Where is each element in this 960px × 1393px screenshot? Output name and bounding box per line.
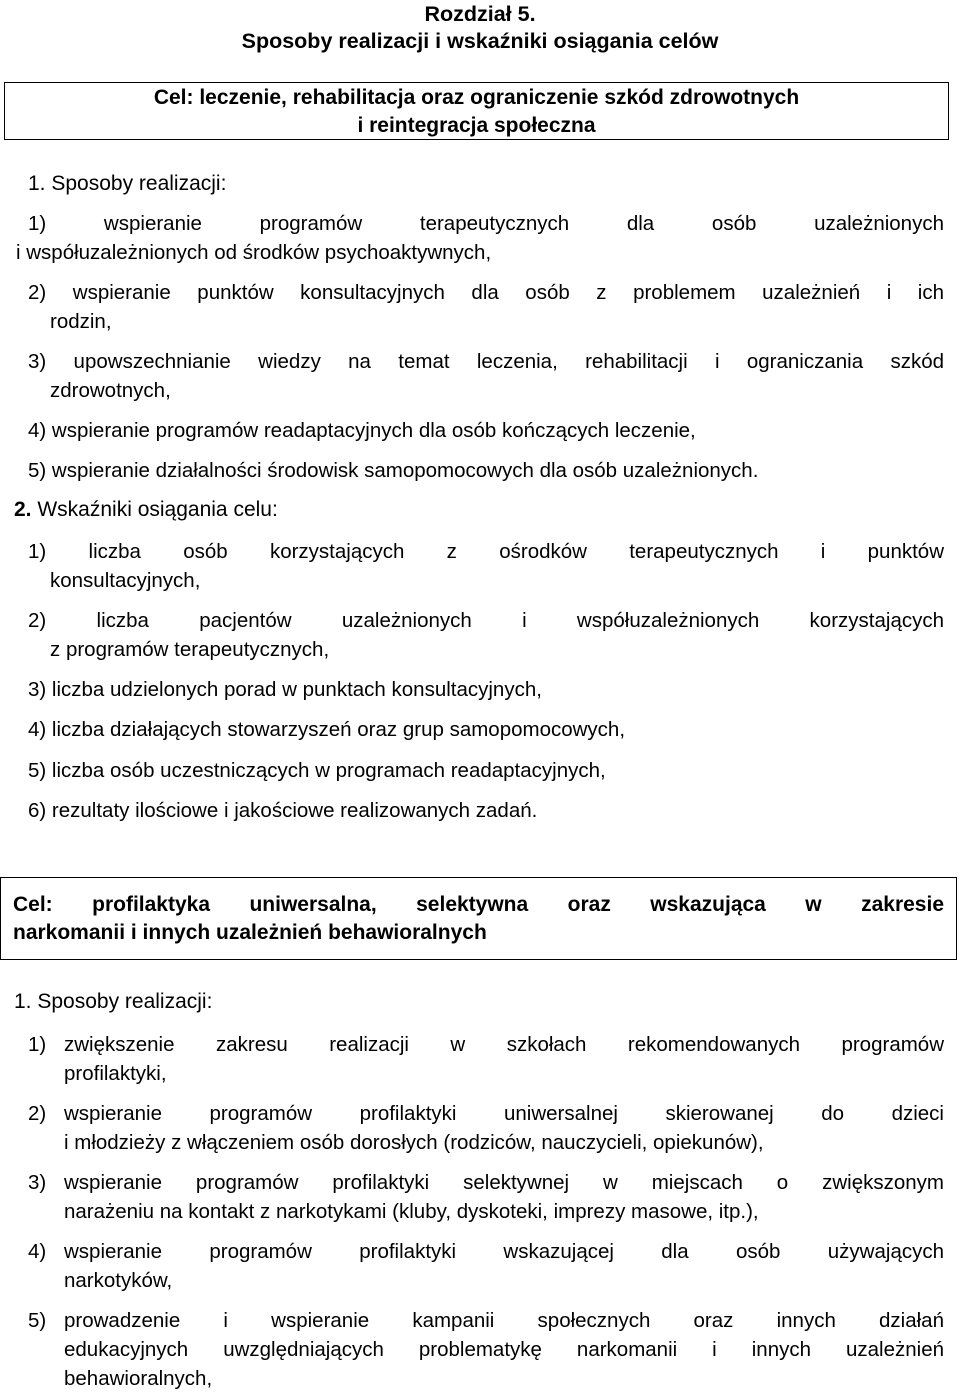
goal-1-indicator-item: [28, 796, 944, 825]
goal-1-indicators-heading: [14, 496, 278, 524]
item-line: konsultacyjnych,: [50, 569, 201, 592]
chapter-title: Sposoby realizacji i wskaźniki osiągania celów: [241, 29, 719, 53]
item-number: 4): [28, 1240, 47, 1263]
goal-1-indicator-item: [28, 756, 944, 785]
goal-2-title-line2: narkomanii i innych uzależnień behawioralnych: [13, 921, 487, 944]
item-line: 5) wspieranie działalności środowisk samopomocowych dla osób uzależnionych.: [28, 459, 759, 482]
goal-1-indicator-item: [28, 715, 944, 744]
item-text: wspieranie programów profilaktyki uniwersalnej skierowanej do dzieci: [64, 1102, 944, 1125]
item-text: zwiększenie zakresu realizacji w szkołach rekomendowanych programów: [64, 1033, 944, 1056]
item-line: edukacyjnych uwzględniających problematykę narkomanii i innych uzależnień: [64, 1338, 944, 1361]
item-line: 2) wspieranie punktów konsultacyjnych dla osób z problemem uzależnień i ich: [28, 281, 944, 304]
item-text: wspieranie programów profilaktyki selektywnej w miejscach o zwiększonym: [64, 1171, 944, 1194]
goal-1-indicator-item: [28, 537, 944, 595]
indicators-heading-text: Wskaźniki osiągania celu:: [37, 498, 278, 521]
goal-2-methods-heading: 1. Sposoby realizacji:: [14, 990, 213, 1013]
item-line: 3) liczba udzielonych porad w punktach konsultacyjnych,: [28, 678, 542, 701]
item-text: prowadzenie i wspieranie kampanii społecznych oraz innych działań: [64, 1309, 944, 1332]
goal-1-title-line1: Cel: leczenie, rehabilitacja oraz ograniczenie szkód zdrowotnych: [153, 86, 800, 109]
goal-1-method-item: [28, 456, 944, 485]
item-line: rodzin,: [50, 310, 112, 333]
goal-2-method-item: [28, 1030, 944, 1088]
goal-2-method-item: [28, 1099, 944, 1157]
goal-1-indicator-item: [28, 606, 944, 664]
item-line: 4) liczba działających stowarzyszeń oraz grup samopomocowych,: [28, 718, 626, 741]
goal-2-method-item: [28, 1237, 944, 1295]
goal-1-methods-heading: 1. Sposoby realizacji:: [28, 172, 227, 195]
item-line: [28, 1237, 944, 1266]
item-line: 1) liczba osób korzystających z ośrodków terapeutycznych i punktów: [28, 540, 944, 563]
goal-2-title-line1: Cel: profilaktyka uniwersalna, selektywna oraz wskazująca w zakresie: [13, 893, 944, 916]
goal-1-title-box: [4, 82, 949, 140]
goal-1-method-item: [28, 347, 944, 405]
item-line: 2) liczba pacjentów uzależnionych i współuzależnionych korzystających: [28, 609, 944, 632]
goal-1-method-item: [16, 209, 944, 267]
item-line: [28, 1168, 944, 1197]
item-line: profilaktyki,: [64, 1062, 167, 1085]
item-line: 3) upowszechnianie wiedzy na temat leczenia, rehabilitacji i ograniczania szkód: [28, 350, 944, 373]
item-line: 1) wspieranie programów terapeutycznych dla osób uzależnionych: [28, 212, 944, 235]
item-line: behawioralnych,: [64, 1367, 213, 1390]
item-line: i młodzieży z włączeniem osób dorosłych (rodziców, nauczycieli, opiekunów),: [64, 1131, 764, 1154]
goal-1-title-line2: i reintegracja społeczna: [357, 114, 596, 137]
item-number: 2): [28, 1102, 47, 1125]
item-line: narkotyków,: [64, 1269, 173, 1292]
item-line: 4) wspieranie programów readaptacyjnych dla osób kończących leczenie,: [28, 419, 696, 442]
item-line: [28, 1030, 944, 1059]
item-number: 1): [28, 1033, 47, 1056]
item-line: z programów terapeutycznych,: [50, 638, 330, 661]
item-line: i współuzależnionych od środków psychoaktywnych,: [16, 241, 492, 264]
item-line: zdrowotnych,: [50, 379, 171, 402]
item-number: 3): [28, 1171, 47, 1194]
item-line: 5) liczba osób uczestniczących w programach readaptacyjnych,: [28, 759, 606, 782]
goal-1-indicator-item: [28, 675, 944, 704]
item-line: [28, 1306, 944, 1335]
goal-2-method-item: [28, 1306, 944, 1393]
goal-2-method-item: [28, 1168, 944, 1226]
item-line: narażeniu na kontakt z narkotykami (kluby, dyskoteki, imprezy masowe, itp.),: [64, 1200, 759, 1223]
item-text: wspieranie programów profilaktyki wskazującej dla osób używających: [64, 1240, 944, 1263]
goal-1-method-item: [28, 278, 944, 336]
item-line: [28, 1099, 944, 1128]
indicators-heading-number: 2.: [14, 498, 32, 521]
goal-2-title-box: [0, 877, 957, 960]
goal-1-method-item: [28, 416, 944, 445]
item-number: 5): [28, 1309, 47, 1332]
chapter-number: Rozdział 5.: [424, 2, 536, 26]
item-line: 6) rezultaty ilościowe i jakościowe realizowanych zadań.: [28, 799, 538, 822]
